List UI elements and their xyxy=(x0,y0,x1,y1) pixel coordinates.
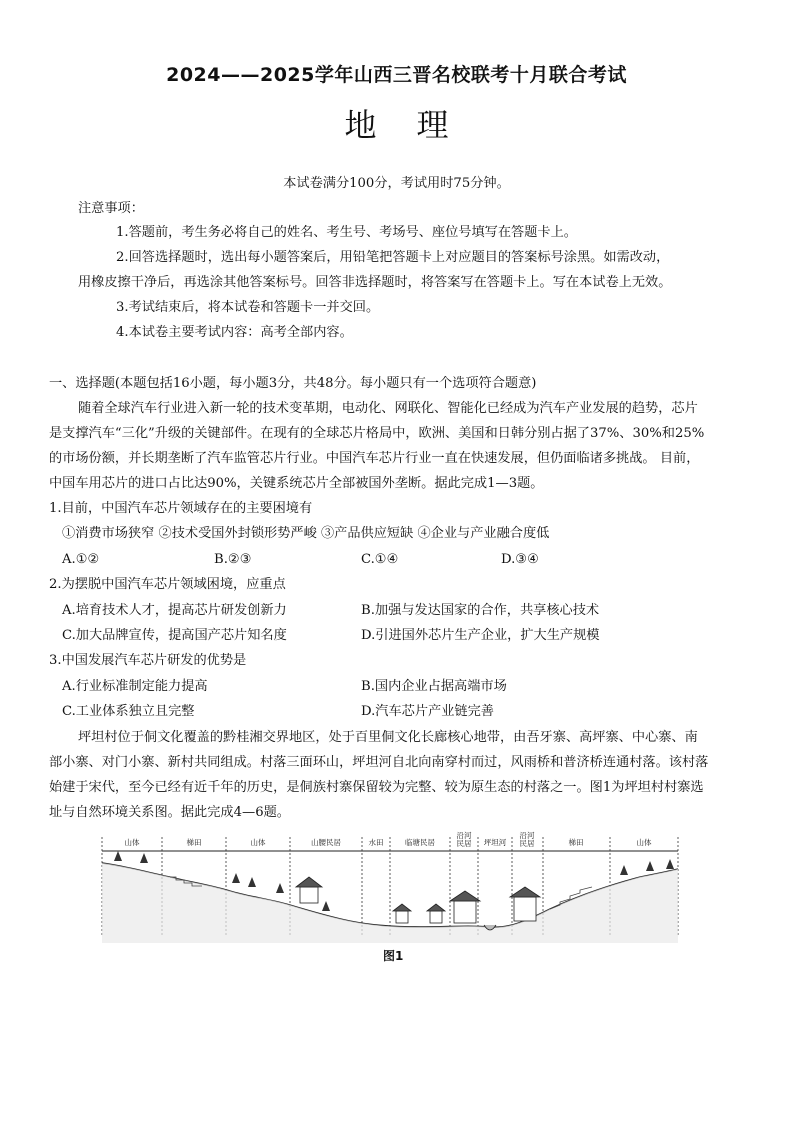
notice-item: 4.本试卷主要考试内容：高考全部内容。 xyxy=(116,325,353,340)
figure-caption: 图1 xyxy=(383,949,404,963)
figure-label: 山体 xyxy=(124,838,140,847)
option[interactable]: C.①④ xyxy=(361,552,399,567)
notice-item: 1.答题前，考生务必将自己的姓名、考生号、考场号、座位号填写在答题卡上。 xyxy=(116,225,577,240)
score-line: 本试卷满分100分，考试用时75分钟。 xyxy=(283,176,510,191)
figure-label: 临塘民居 xyxy=(405,838,435,847)
passage-line: 始建于宋代，至今已经有近千年的历史，是侗族村寨保留较为完整、较为原生态的村落之一。图1为坪坦村村寨选 xyxy=(49,780,704,795)
figure-label: 水田 xyxy=(368,838,384,847)
notice-item: 3.考试结束后，将本试卷和答题卡一并交回。 xyxy=(116,300,380,315)
notice-heading: 注意事项： xyxy=(78,201,144,216)
option[interactable]: B.国内企业占据高端市场 xyxy=(361,679,507,694)
question-stem: 3.中国发展汽车芯片研发的优势是 xyxy=(49,653,247,668)
option[interactable]: A.行业标准制定能力提高 xyxy=(62,679,208,694)
figure-label: 山腰民居 xyxy=(311,838,341,847)
figure-village-cross-section xyxy=(100,825,680,955)
option[interactable]: D.引进国外芯片生产企业，扩大生产规模 xyxy=(361,628,600,643)
option[interactable]: C.加大品牌宣传，提高国产芯片知名度 xyxy=(62,628,287,643)
notice-item: 2.回答选择题时，选出每小题答案后，用铅笔把答题卡上对应题目的答案标号涂黑。如需改动， xyxy=(116,250,670,265)
passage-line: 部小寨、对门小寨、新村共同组成。村落三面环山，坪坦河自北向南穿村而过，风雨桥和普济桥连通村落。该村落 xyxy=(49,755,709,770)
figure-label: 梯田 xyxy=(568,838,584,847)
passage-line: 的市场份额，并长期垄断了汽车监管芯片行业。中国汽车芯片行业一直在快速发展，但仍面临诸多挑战。 目前， xyxy=(49,451,700,466)
figure-label: 梯田 xyxy=(186,838,202,847)
passage-line: 中国车用芯片的进口占比达90%，关键系统芯片全部被国外垄断。据此完成1—3题。 xyxy=(49,476,544,491)
exam-title: 2024——2025学年山西三晋名校联考十月联合考试 xyxy=(166,64,627,86)
option[interactable]: D.汽车芯片产业链完善 xyxy=(361,704,494,719)
figure-label: 山体 xyxy=(250,838,266,847)
passage-line: 址与自然环境关系图。据此完成4—6题。 xyxy=(49,805,290,820)
passage-line: 坪坦村位于侗文化覆盖的黔桂湘交界地区，处于百里侗文化长廊核心地带，由吾牙寨、高坪寨、中心寨、南 xyxy=(78,730,698,745)
option[interactable]: B.②③ xyxy=(214,552,252,567)
passage-line: 随着全球汽车行业进入新一轮的技术变革期，电动化、网联化、智能化已经成为汽车产业发展的趋势，芯片 xyxy=(78,401,698,416)
option[interactable]: A.①② xyxy=(62,552,100,567)
figure-label: 民居 xyxy=(456,839,472,848)
option[interactable]: A.培育技术人才，提高芯片研发创新力 xyxy=(62,603,287,618)
question-stem: 2.为摆脱中国汽车芯片领域困境，应重点 xyxy=(49,577,286,592)
figure-label: 坪坦河 xyxy=(483,838,507,847)
notice-item: 用橡皮擦干净后，再选涂其他答案标号。回答非选择题时，将答案写在答题卡上。写在本试卷上无效。 xyxy=(78,275,672,290)
figure-label: 民居 xyxy=(519,839,535,848)
question-items: ①消费市场狭窄 ②技术受国外封锁形势严峻 ③产品供应短缺 ④企业与产业融合度低 xyxy=(62,526,550,541)
question-stem: 1.目前，中国汽车芯片领域存在的主要困境有 xyxy=(49,501,313,516)
option[interactable]: B.加强与发达国家的合作，共享核心技术 xyxy=(361,603,600,618)
subject-title: 地理 xyxy=(344,106,489,144)
option[interactable]: C.工业体系独立且完整 xyxy=(62,704,195,719)
option[interactable]: D.③④ xyxy=(501,552,539,567)
passage-line: 是支撑汽车“三化”升级的关键部件。在现有的全球芯片格局中，欧洲、美国和日韩分别占据了37%、30%和25% xyxy=(49,426,705,441)
figure-label: 沿河 xyxy=(456,831,472,840)
figure-label: 沿河 xyxy=(519,831,535,840)
figure-label: 山体 xyxy=(636,838,652,847)
section-heading: 一、选择题(本题包括16小题，每小题3分，共48分。每小题只有一个选项符合题意) xyxy=(49,376,537,391)
